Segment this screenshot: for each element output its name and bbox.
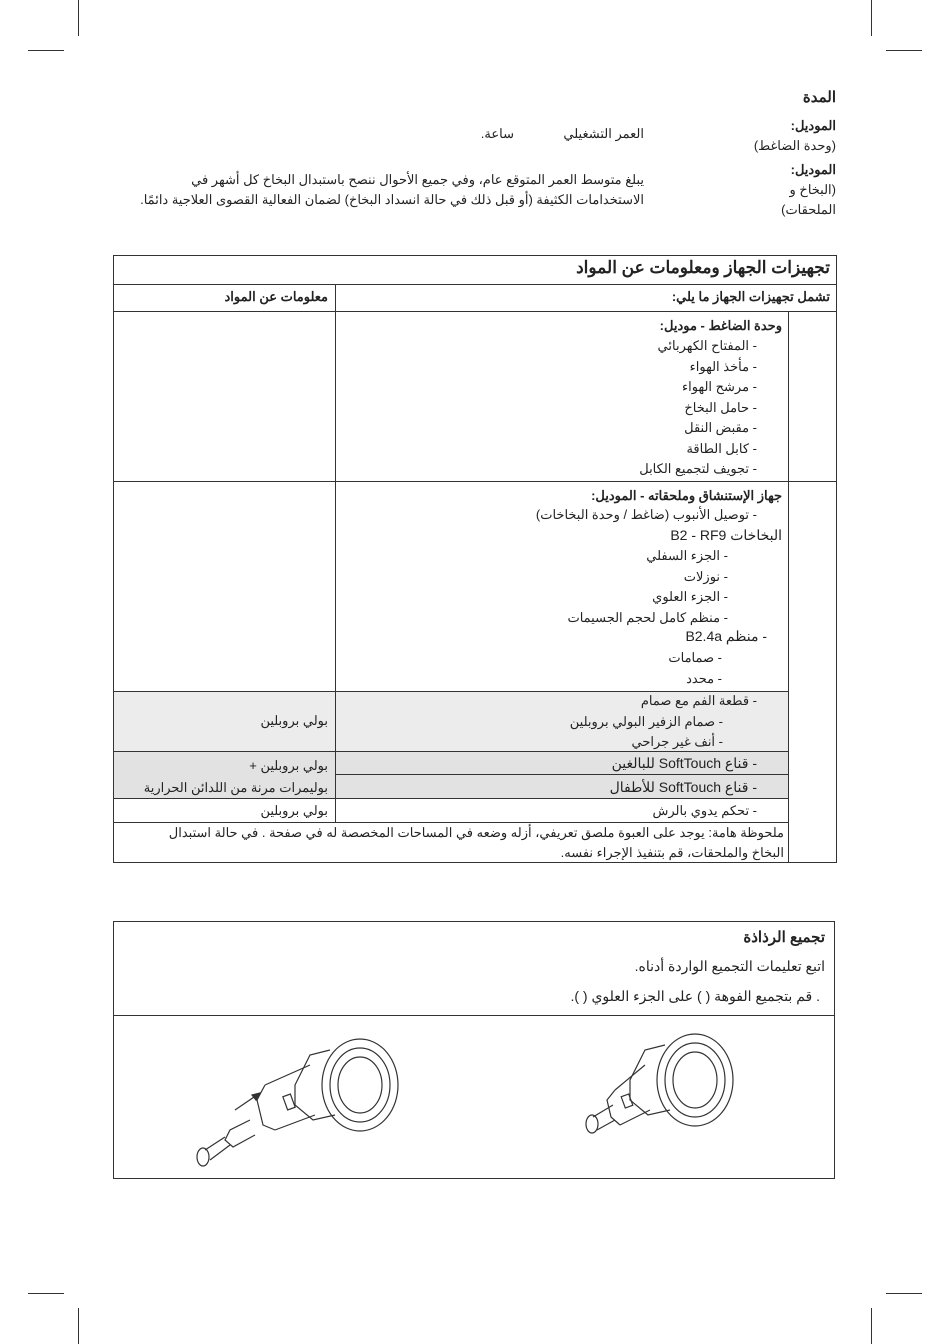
runtime-label: العمر التشغيلي	[563, 126, 644, 141]
list-item: - قطعة الفم مع صمام	[640, 693, 757, 708]
list-item: - صمام الزفير البولي بروبلين	[569, 713, 723, 729]
material-cell: بولي بروبلين	[260, 803, 328, 818]
inhaler-item: البخاخات B2 - RF9	[670, 527, 782, 543]
crop-mark	[871, 0, 872, 36]
model-label: الموديل:	[790, 118, 836, 133]
assembly-instruction: اتبع تعليمات التجميع الواردة أدناه.	[634, 958, 825, 974]
crop-mark	[886, 50, 922, 51]
assembly-step: . قم بتجميع الفوهة ( ) على الجزء العلوي ( ).	[570, 988, 820, 1004]
crop-mark	[78, 1308, 79, 1344]
list-item: - منظم كامل لحجم الجسيمات	[567, 609, 728, 625]
duration-heading: المدة	[802, 89, 836, 106]
mask-adult: - قناع SoftTouch للبالغين	[611, 755, 757, 771]
model-label: الموديل:	[790, 162, 836, 177]
note: ملحوظة هامة: يوجد على العبوة ملصق تعريفي، أزله وضعه في المساحات المخصصة له في صفحة . في حالة استبدال البخاخ والملحقات، قم بتنفيذ الإجراء نفسه.	[168, 825, 784, 860]
inhaler-subitems	[567, 546, 728, 628]
inhaler-title: جهاز الإستنشاق وملحقاته - الموديل:	[591, 488, 782, 503]
duration-paragraph: يبلغ متوسط العمر المتوقع عام، وفي جميع الأحوال ننصح باستبدال البخاخ كل أشهر في الاستخدامات الكثيفة (أو قبل ذلك في حالة انسداد البخاخ) لضمان الفعالية القصوى العلاجية دائمًا.	[140, 172, 644, 207]
list-item: - صمامات	[668, 650, 722, 665]
list-item: - مرشح الهواء	[682, 379, 757, 394]
assembly-title: تجميع الرذاذة	[743, 929, 825, 946]
crop-mark	[78, 0, 79, 36]
list-item: - المفتاح الكهربائي	[657, 338, 757, 353]
nozzle-separate-illustration	[185, 1025, 415, 1175]
material-cell: بولي بروبلين + بوليمرات مرنة من اللدائن الحرارية	[143, 758, 328, 795]
model-unit: (وحدة الضاغط)	[753, 138, 836, 153]
crop-mark	[871, 1308, 872, 1344]
compressor-items	[639, 336, 757, 480]
col-header-materials: معلومات عن المواد	[224, 289, 328, 304]
col-header-contents: تشمل تجهيزات الجهاز ما يلي:	[671, 289, 830, 304]
list-item: - الجزء العلوي	[652, 589, 728, 604]
crop-mark	[28, 1293, 64, 1294]
inhaler-item: - توصيل الأنبوب (ضاغط / وحدة البخاخات)	[535, 507, 757, 522]
material-cell: بولي بروبلين	[260, 713, 328, 728]
spray-control: - تحكم يدوي بالرش	[652, 803, 757, 818]
compressor-section: وحدة الضاغط - موديل:	[659, 318, 782, 333]
list-item: - حامل البخاخ	[684, 399, 757, 415]
table-title: تجهيزات الجهاز ومعلومات عن المواد	[576, 258, 830, 277]
mask-child: - قناع SoftTouch للأطفال	[609, 779, 757, 795]
list-item: - كابل الطاقة	[686, 440, 757, 456]
list-item: - تجويف لتجميع الكابل	[639, 461, 757, 476]
model-detail: (البخاخ و الملحقات)	[781, 182, 836, 217]
list-item: - محدد	[686, 670, 722, 686]
inhaler-item: - منظم B2.4a	[685, 628, 767, 644]
runtime-unit: ساعة.	[480, 126, 514, 141]
list-item: - أنف غير جراحي	[631, 734, 723, 749]
list-item: - الجزء السفلي	[646, 548, 728, 563]
list-item: - نوزلات	[683, 568, 728, 584]
inhaler-subitems	[668, 648, 722, 689]
list-item: - مقبض النقل	[684, 420, 757, 435]
crop-mark	[886, 1293, 922, 1294]
mouthpiece-items	[570, 691, 757, 753]
list-item: - مأخذ الهواء	[689, 358, 757, 374]
nozzle-assembled-illustration	[575, 1025, 745, 1145]
crop-mark	[28, 50, 64, 51]
